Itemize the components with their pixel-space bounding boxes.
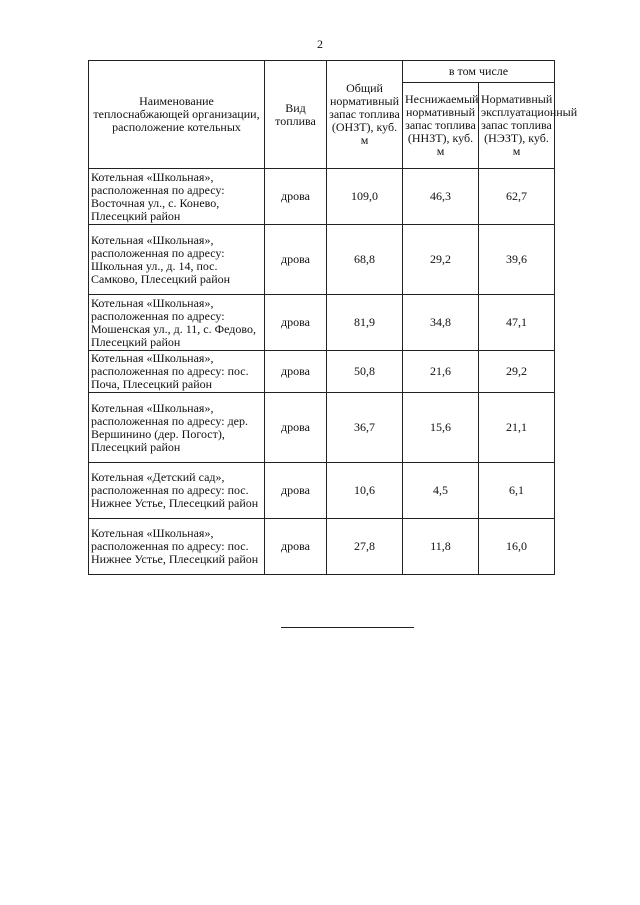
table-row [89, 295, 555, 351]
total-reserve: 36,7 [327, 393, 403, 463]
table-row [89, 463, 555, 519]
fuel-type: дрова [265, 295, 327, 351]
nnzt-value: 29,2 [403, 225, 479, 295]
table-row [89, 225, 555, 295]
total-reserve: 109,0 [327, 169, 403, 225]
fuel-type: дрова [265, 351, 327, 393]
boiler-name: Котельная «Школьная», расположенная по адресу: дер. Вершинино (дер. Погост), Плесецкий район [89, 393, 265, 463]
nezt-value: 39,6 [479, 225, 555, 295]
total-reserve: 10,6 [327, 463, 403, 519]
nnzt-value: 34,8 [403, 295, 479, 351]
nezt-value: 47,1 [479, 295, 555, 351]
total-reserve: 50,8 [327, 351, 403, 393]
fuel-type: дрова [265, 225, 327, 295]
header-total-reserve: Общий нормативный запас топлива (ОНЗТ), куб. м [327, 61, 403, 169]
boiler-name: Котельная «Школьная», расположенная по адресу: пос. Нижнее Устье, Плесецкий район [89, 519, 265, 575]
nezt-value: 62,7 [479, 169, 555, 225]
boiler-name: Котельная «Школьная», расположенная по адресу: Мошенская ул., д. 11, с. Федово, Плесецкий район [89, 295, 265, 351]
nezt-value: 29,2 [479, 351, 555, 393]
header-name: Наименование теплоснабжающей организации, расположение котельных [89, 61, 265, 169]
header-including: в том числе [403, 61, 555, 83]
total-reserve: 68,8 [327, 225, 403, 295]
nnzt-value: 15,6 [403, 393, 479, 463]
nnzt-value: 46,3 [403, 169, 479, 225]
fuel-type: дрова [265, 393, 327, 463]
nnzt-value: 4,5 [403, 463, 479, 519]
nnzt-value: 11,8 [403, 519, 479, 575]
fuel-type: дрова [265, 169, 327, 225]
table-row [89, 169, 555, 225]
fuel-reserve-table [88, 60, 578, 575]
fuel-type: дрова [265, 519, 327, 575]
nnzt-value: 21,6 [403, 351, 479, 393]
table-row [89, 519, 555, 575]
header-nezt: Нормативный эксплуатационный запас топлива (НЭЗТ), куб. м [479, 83, 555, 169]
boiler-name: Котельная «Детский сад», расположенная по адресу: пос. Нижнее Устье, Плесецкий район [89, 463, 265, 519]
table-row [89, 393, 555, 463]
page-number: 2 [317, 37, 323, 51]
nezt-value: 16,0 [479, 519, 555, 575]
fuel-type: дрова [265, 463, 327, 519]
nezt-value: 21,1 [479, 393, 555, 463]
header-fuel-type: Вид топлива [265, 61, 327, 169]
table-row [89, 351, 555, 393]
total-reserve: 27,8 [327, 519, 403, 575]
nezt-value: 6,1 [479, 463, 555, 519]
boiler-name: Котельная «Школьная», расположенная по адресу: Восточная ул., с. Конево, Плесецкий район [89, 169, 265, 225]
header-nnzt: Неснижаемый нормативный запас топлива (ННЗТ), куб. м [403, 83, 479, 169]
boiler-name: Котельная «Школьная», расположенная по адресу: пос. Поча, Плесецкий район [89, 351, 265, 393]
footer-separator-line [281, 627, 414, 628]
total-reserve: 81,9 [327, 295, 403, 351]
boiler-name: Котельная «Школьная», расположенная по адресу: Школьная ул., д. 14, пос. Самково, Плесецкий район [89, 225, 265, 295]
